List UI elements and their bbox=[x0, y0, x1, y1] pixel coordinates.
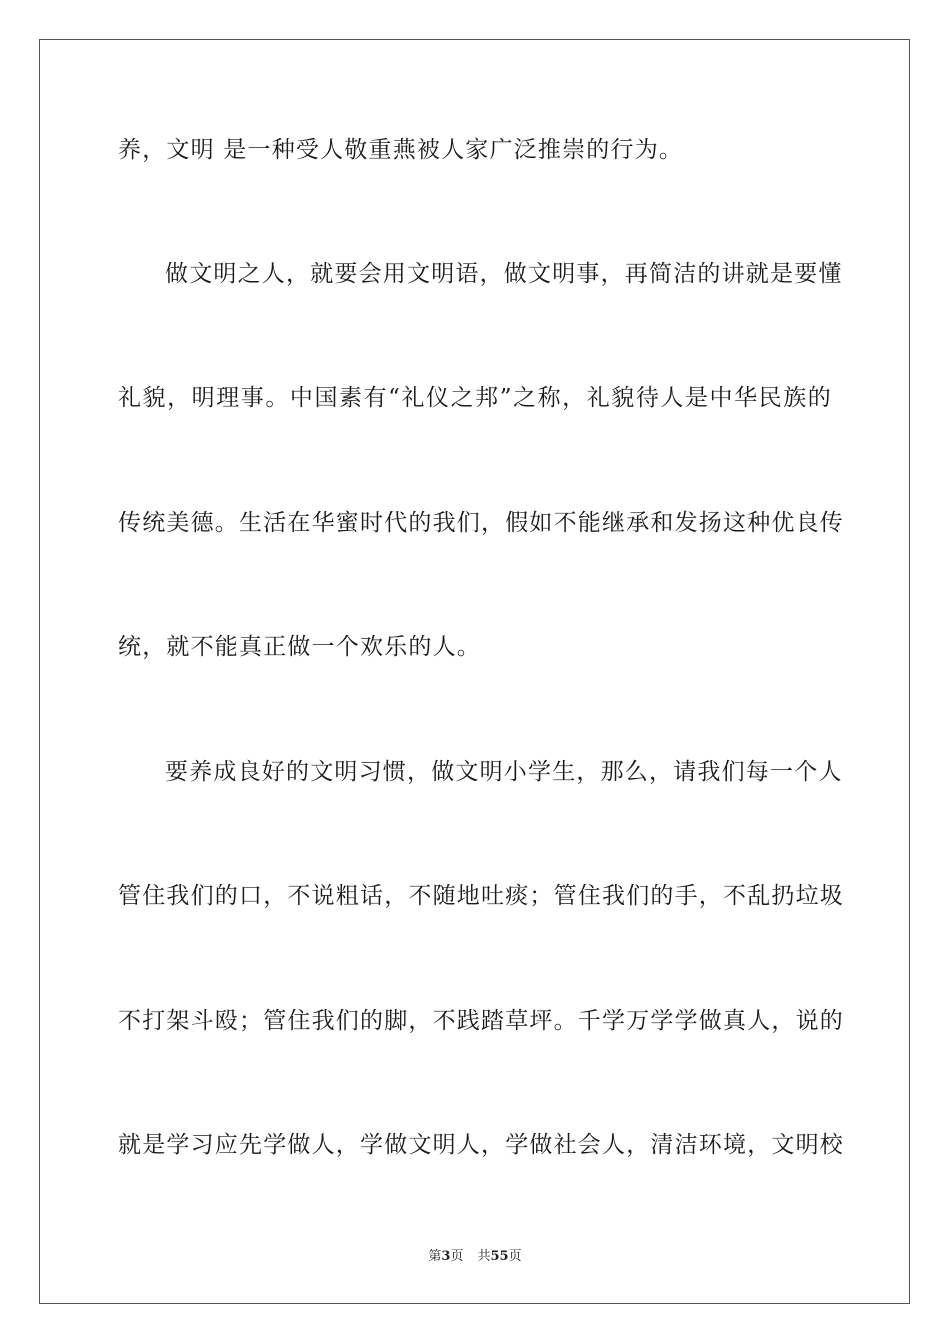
page-prefix: 第 bbox=[428, 1249, 442, 1264]
body-line-1: 养，文明 是一种受人敬重燕被人家广泛推崇的行为。 bbox=[118, 137, 684, 163]
body-line-6: 要养成良好的文明习惯，做文明小学生，那么，请我们每一个人 bbox=[165, 759, 843, 785]
body-line-2: 做文明之人，就要会用文明语，做文明事，再简洁的讲就是要懂 bbox=[165, 261, 843, 287]
body-line-9: 就是学习应先学做人，学做文明人，学做社会人，清洁环境，文明校 bbox=[118, 1132, 844, 1158]
body-line-5: 统，就不能真正做一个欢乐的人。 bbox=[118, 634, 481, 660]
total-pages: 55 bbox=[490, 1249, 509, 1264]
total-suffix: 页 bbox=[508, 1249, 522, 1264]
page-footer bbox=[0, 1248, 950, 1266]
page-border bbox=[39, 39, 910, 1304]
total-prefix: 共 bbox=[477, 1249, 491, 1264]
body-line-3: 礼貌，明理事。中国素有“礼仪之邦”之称，礼貌待人是中华民族的 bbox=[118, 385, 832, 411]
body-line-4: 传统美德。生活在华蜜时代的我们，假如不能继承和发扬这种优良传 bbox=[118, 510, 844, 536]
body-line-7: 管住我们的口，不说粗话，不随地吐痰；管住我们的手，不乱扔垃圾 bbox=[118, 883, 844, 909]
page-suffix: 页 bbox=[450, 1249, 464, 1264]
body-line-8: 不打架斗殴；管住我们的脚，不践踏草坪。千学万学学做真人，说的 bbox=[118, 1008, 844, 1034]
page-number: 3 bbox=[441, 1249, 451, 1264]
